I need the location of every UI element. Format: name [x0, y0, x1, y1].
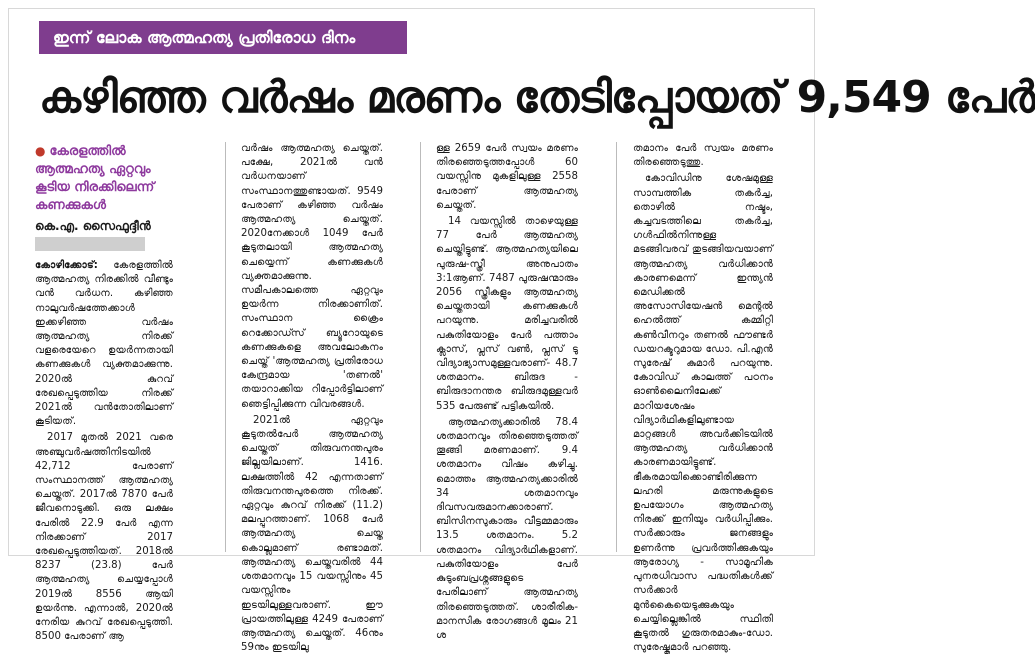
article-column-3: [436, 142, 578, 641]
bullet-dot-icon: ●: [35, 144, 46, 158]
paragraph-text: കേരളത്തിൽ ആത്മഹത്യ നിരക്കിൽ വീണ്ടും വൻ വർധന. കഴിഞ്ഞ നാലുവർഷത്തേക്കാൾ ഇക്കഴിഞ്ഞ വർഷം ആത്മഹത്യ നിരക്ക് വളരെയേറെ ഉയർന്നതായി കണക്കുകൾ വ്യക്തമാക്കുന്നു. 2020ൽ കുറവ് രേഖപ്പെടുത്തിയ നിരക്ക് 2021ൽ വൻതോതിലാണ് കൂടിയത്.: [35, 260, 173, 428]
paragraph: [35, 259, 173, 429]
paragraph: കോവിഡിനു ശേഷമുള്ള സാമ്പത്തിക തകർച്ച, തൊഴിൽ നഷ്ടം, കച്ചവടത്തിലെ തകർച്ച, ഗൾഫിൽനിന്നുള്ള മടങ്ങിവരവ് തുടങ്ങിയവയാണ് ആത്മഹത്യ വർധിക്കാൻ കാരണമെന്ന് ഇന്ത്യൻ മെഡിക്കൽ അസോസിയേഷൻ മെന്റൽ ഹെൽത്ത് കമ്മിറ്റി കൺവീനറും തണൽ ഫൗണ്ടർ ഡയറക്ടറുമായ ഡോ. പി.എൻ സുരേഷ് കുമാർ പറയുന്നു. കോവിഡ് കാലത്ത് പഠനം ഓൺലൈനിലേക്ക് മാറിയശേഷം വിദ്യാർഥികളിലുണ്ടായ മാറ്റങ്ങൾ അവർക്കിടയിൽ ആത്മഹത്യ വർധിക്കാൻ കാരണമായിട്ടുണ്ട്. ഭീകരമായിക്കൊണ്ടിരിക്കുന്ന ലഹരി മരുന്നുകളുടെ ഉപയോഗം ആത്മഹത്യ നിരക്ക് ഇനിയും വർധിപ്പിക്കും. സർക്കാരും ജനങ്ങളും ഉണർന്നു പ്രവർത്തിക്കുകയും ആരോഗ്യ - സാമൂഹിക പുനരധിവാസ പദ്ധതികൾക്ക് സർക്കാർ മുൻകൈയെടുക്കുകയും ചെയ്യില്ലെങ്കിൽ സ്ഥിതി കൂടുതൽ ഗുരുതരമാകും-ഡോ. സുരേഷ്കുമാർ പറഞ്ഞു.: [633, 173, 773, 654]
article-column-4: [633, 142, 773, 654]
highlight-text: കേരളത്തിൽ ആത്മഹത്യ ഏറ്റവും കൂടിയ നിരക്കിലെന്ന് കണക്കുകൾ: [35, 144, 155, 213]
paragraph: വർഷം ആത്മഹത്യ ചെയ്തത്. പക്ഷേ, 2021ൽ വൻ വർധനയാണ് സംസ്ഥാനത്തുണ്ടായത്. 9549 പേരാണ് കഴിഞ്ഞ വർഷം ആത്മഹത്യ ചെയ്തത്. 2020നേക്കാൾ 1049 പേർ കൂടുതലായി ആത്മഹത്യ ചെയ്യെന്ന് കണക്കുകൾ വ്യക്തമാക്കുന്നു. സമീപകാലത്തെ ഏറ്റവും ഉയർന്ന നിരക്കാണിത്. സംസ്ഥാന ക്രൈം റെക്കോഡ്സ് ബ്യൂറോയുടെ കണക്കുകളെ അവലോകനം ചെയ്ത് 'ആത്മഹത്യ പ്രതിരോധ കേന്ദ്രമായ 'തണൽ' തയാറാക്കിയ റിപ്പോർട്ടിലാണ് ഞെട്ടിപ്പിക്കുന്ന വിവരങ്ങൾ.: [241, 143, 383, 410]
article-column-1: [35, 142, 173, 643]
paragraph: ള്ള 2659 പേർ സ്വയം മരണം തിരഞ്ഞെടുത്തപ്പോൾ 60 വയസ്സിനു മുകളിലുള്ള 2558 പേരാണ് ആത്മഹത്യ ചെയ്തത്.: [436, 143, 578, 211]
kicker-banner: ഇന്ന് ലോക ആത്മഹത്യ പ്രതിരോധ ദിനം: [39, 21, 407, 54]
byline: കെ.എ. സൈഫുദ്ദീൻ: [35, 219, 151, 233]
dateline: കോഴിക്കോട്:: [35, 260, 98, 271]
paragraph: 14 വയസ്സിൽ താഴെയുള്ള 77 പേർ ആത്മഹത്യ ചെയ്തിട്ടുണ്ട്. ആത്മഹത്യയിലെ പുരുഷ-സ്ത്രീ അനുപാതം 3:1ആണ്. 7487 പുരുഷന്മാരും 2056 സ്ത്രീകളും ആത്മഹത്യ ചെയ്തതായി കണക്കുകൾ പറയുന്നു. മരിച്ചവരിൽ പകുതിയോളം പേർ പത്താം ക്ലാസ്, പ്ലസ് വൺ, പ്ലസ് ടു വിദ്യാഭ്യാസമുള്ളവരാണ്- 48.7 ശതമാനം. ബിരുദ - ബിരുദാനന്തര ബിരുദമുള്ളവർ 535 പേരുണ്ട് പട്ടികയിൽ.: [436, 216, 578, 412]
highlight-box: [35, 142, 173, 215]
article-column-2: [241, 142, 383, 654]
column-divider: [616, 142, 617, 552]
paragraph: 2017 മുതൽ 2021 വരെ അഞ്ചുവർഷത്തിനിടയിൽ 42,712 പേരാണ് സംസ്ഥാനത്ത് ആത്മഹത്യ ചെയ്തത്. 2017ൽ 7870 പേർ ജീവനൊടുക്കി. ഒരു ലക്ഷം പേരിൽ 22.9 പേർ എന്ന നിരക്കാണ് 2017 രേഖപ്പെടുത്തിയത്. 2018ൽ 8237 (23.8) പേർ ആത്മഹത്യ ചെയ്യപ്പോൾ 2019ൽ 8556 ആയി ഉയർന്നു. എന്നാൽ, 2020ൽ നേരിയ കുറവ് രേഖപ്പെടുത്തി. 8500 പേരാണ് ആ: [35, 432, 173, 643]
column-divider: [420, 142, 421, 552]
paragraph: 2021ൽ ഏറ്റവും കൂടുതൽപേർ ആത്മഹത്യ ചെയ്തത് തിരുവനന്തപുരം ജില്ലയിലാണ്. 1416. ലക്ഷത്തിൽ 42 എന്നതാണ് തിരുവനന്തപുരത്തെ നിരക്ക്. ഏറ്റവും കുറവ് നിരക്ക് (11.2) മലപ്പുറത്താണ്. 1068 പേർ ആത്മഹത്യ ചെയ്ത കൊല്ലമാണ് രണ്ടാമത്. ആത്മഹത്യ ചെയ്തവരിൽ 44 ശതമാനവും 15 വയസ്സിനും 45 വയസ്സിനും ഇടയിലുള്ളവരാണ്. ഈ പ്രായത്തിലുള്ള 4249 പേരാണ് ആത്മഹത്യ ചെയ്തത്. 46നും 59നും ഇടയിലു: [241, 414, 383, 654]
newspaper-clipping: [8, 8, 1035, 654]
paragraph: ആത്മഹത്യക്കാരിൽ 78.4 ശതമാനവും തിരഞ്ഞെടുത്തത് തൂങ്ങി മരണമാണ്. 9.4 ശതമാനം വിഷം കഴിച്ചു. മൊത്തം ആത്മഹത്യക്കാരിൽ 34 ശതമാനവും ദിവസവരുമാനക്കാരാണ്. ബിസിനസുകാരും വീട്ടമ്മമാരും 13.5 ശതമാനം. 5.2 ശതമാനം വിദ്യാർഥികളാണ്. പകുതിയോളം പേർ കുടുംബപ്രശ്നങ്ങളുടെ പേരിലാണ് ആത്മഹത്യ തിരഞ്ഞെടുത്തത്. ശാരീരിക-മാനസിക രോഗങ്ങൾ മൂലം 21 ശ: [436, 416, 578, 641]
byline-rule: [35, 237, 145, 251]
headline: കഴിഞ്ഞ വർഷം മരണം തേടിപ്പോയത് 9,549 പേർ: [39, 72, 1035, 123]
column-divider: [225, 142, 226, 552]
paragraph: തമാനം പേർ സ്വയം മരണം തിരഞ്ഞെടുത്തു.: [633, 143, 773, 169]
